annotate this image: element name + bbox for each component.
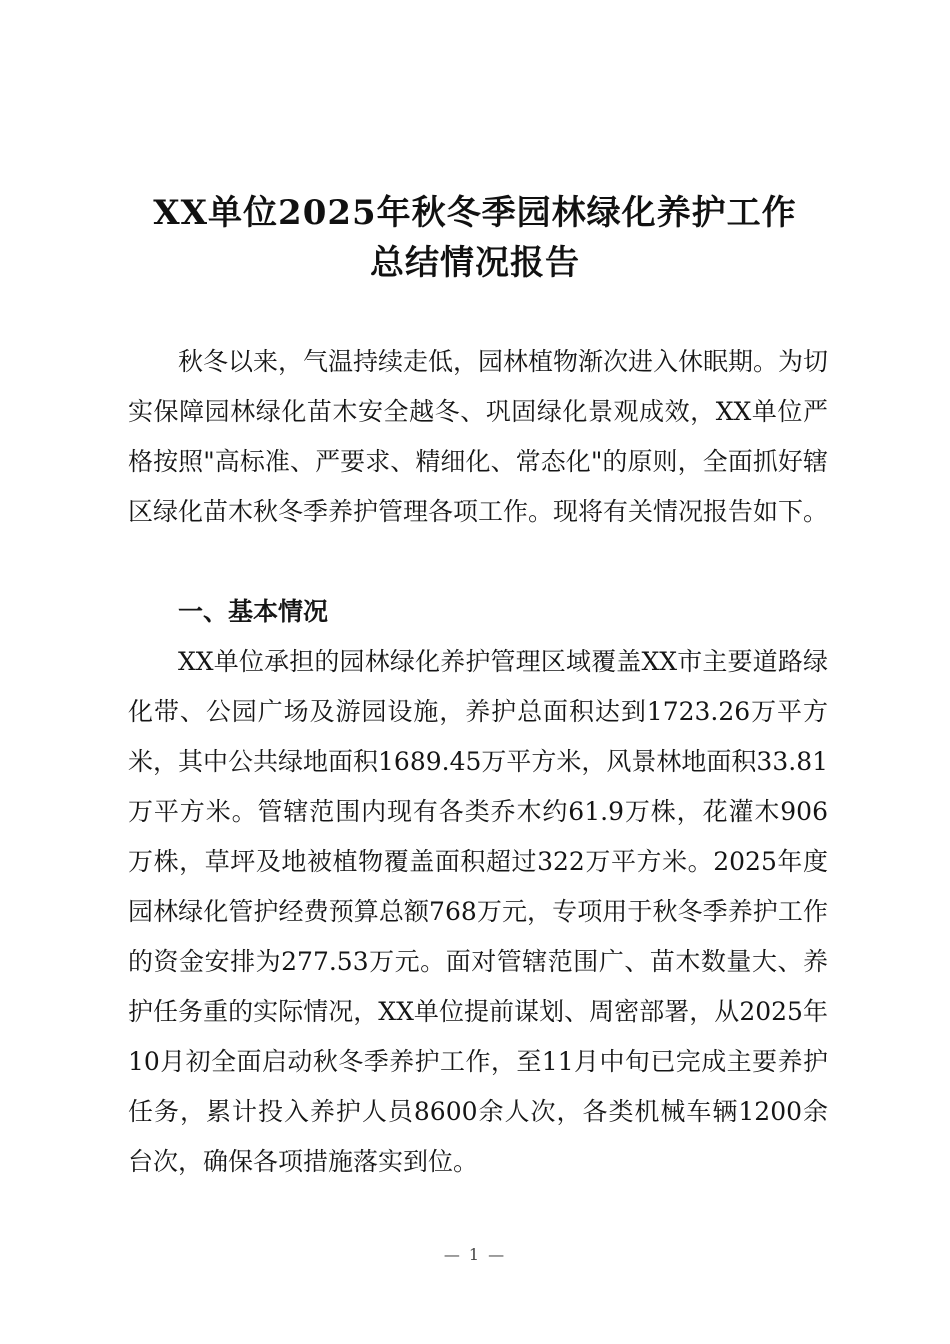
page-number: — 1 — <box>443 1245 507 1264</box>
document-title-line-2: 总结情况报告 <box>370 243 580 283</box>
section-heading-basic-situation: 一、基本情况 <box>178 597 329 626</box>
intro-paragraph: 秋冬以来，气温持续走低，园林植物渐次进入休眠期。为切实保障园林绿化苗木安全越冬、巩固绿化景观成效，XX单位严格按照"高标准、严要求、精细化、常态化"的原则，全面抓好辖区绿化苗木秋冬季养护管理各项工作。现将有关情况报告如下。 <box>128 347 829 526</box>
section-paragraph-basic-situation: XX单位承担的园林绿化养护管理区域覆盖XX市主要道路绿化带、公园广场及游园设施，养护总面积达到1723.26万平方米，其中公共绿地面积1689.45万平方米，风景林地面积33.81万平方米。管辖范围内现有各类乔木约61.9万株，花灌木906万株，草坪及地被植物覆盖面积超过322万平方米。2025年度园林绿化管护经费预算总额768万元，专项用于秋冬季养护工作的资金安排为277.53万元。面对管辖范围广、苗木数量大、养护任务重的实际情况，XX单位提前谋划、周密部署，从2025年10月初全面启动秋冬季养护工作，至11月中旬已完成主要养护任务，累计投入养护人员8600余人次，各类机械车辆1200余台次，确保各项措施落实到位。 <box>128 647 828 1176</box>
document-title-line-1: XX单位2025年秋冬季园林绿化养护工作 <box>153 193 797 233</box>
